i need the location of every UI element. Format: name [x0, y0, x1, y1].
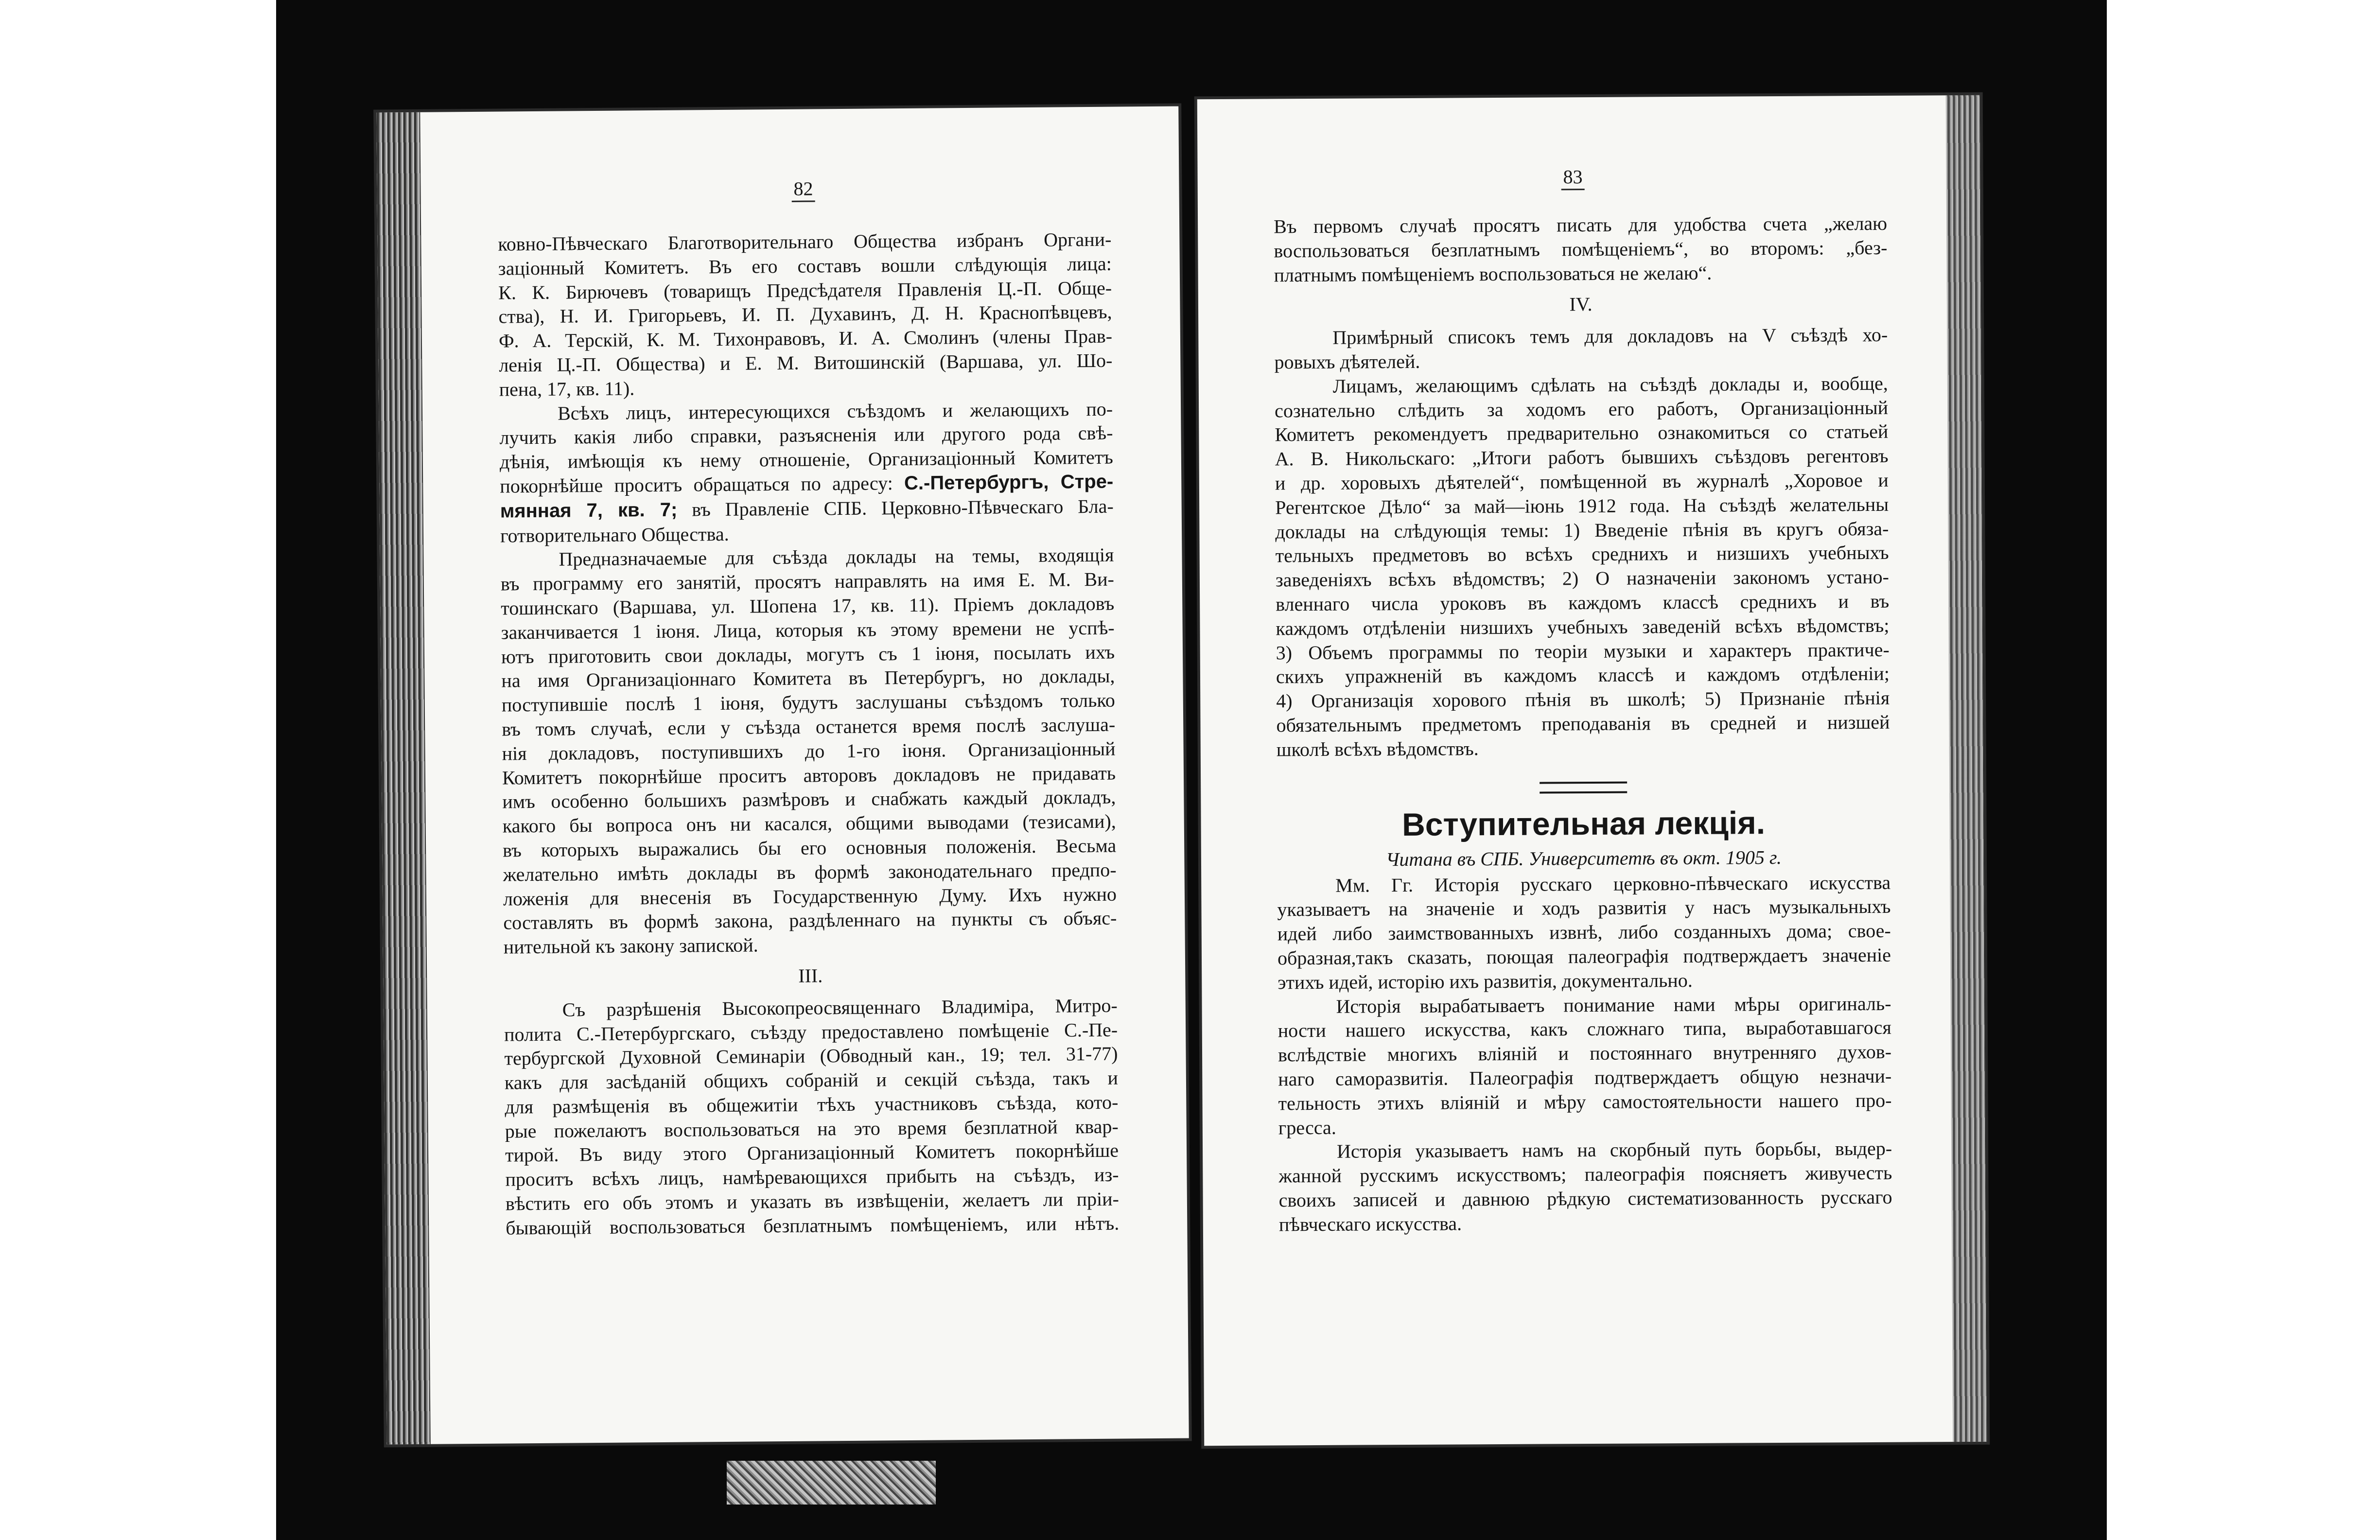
text-line	[500, 494, 1114, 524]
text-line: имъ особенно большихъ размѣровъ и снабжать каждый докладъ,	[502, 786, 1116, 813]
text-line: пѣвческаго искусства.	[1278, 1212, 1462, 1236]
text-line: составлять въ формѣ закона, раздѣленнаго на пункты съ объяс-	[503, 907, 1117, 934]
text-line: заканчивается 1 іюня. Лица, которыя къ этому времени не успѣ-	[501, 616, 1115, 644]
text-line: Примѣрный списокъ темъ для докладовъ на V съѣздѣ хо-	[1332, 323, 1888, 349]
text-line: образная,такъ сказать, поющая палеографія подтверждаетъ значеніе	[1277, 944, 1891, 969]
text-line: полита С.-Петербургскаго, съѣзду предоставлено помѣщеніе С.-Пе-	[504, 1018, 1118, 1046]
text-line: ленія Ц.-П. Общества) и Е. М. Витошинскій (Варшава, ул. Шо-	[499, 349, 1113, 376]
text-line: идей либо заимствованныхъ извнѣ, либо созданныхъ дома; свое-	[1277, 919, 1891, 945]
text-line: Лицамъ, желающимъ сдѣлать на съѣздѣ доклады и, вообще,	[1332, 372, 1888, 397]
text-line: дѣнія, имѣющія къ нему отношеніе, Организаціонный Комитетъ	[499, 446, 1114, 473]
right-page	[1197, 95, 1987, 1446]
text-line: ровыхъ дѣятелей.	[1274, 350, 1420, 373]
text-line: тельныхъ предметовъ во всѣхъ среднихъ и низшихъ учебныхъ	[1275, 542, 1889, 567]
text-line: скихъ упражненій въ каждомъ классѣ и каждомъ отдѣленіи;	[1276, 663, 1890, 688]
text-line: и др. хоровыхъ дѣятелей“, помѣщенной въ журналѣ „Хоровое и	[1275, 469, 1889, 494]
text-line: ности нашего искусства, какъ сложнаго типа, выработавшагося	[1278, 1016, 1891, 1042]
text-line: пена, 17, кв. 11).	[499, 377, 635, 401]
text-line: Предназначаемые для съѣзда доклады на темы, входящія	[559, 543, 1114, 570]
address-bold: С.-Петербургъ, Стре-	[904, 471, 1114, 494]
text-line: нительной къ закону запиской.	[503, 934, 758, 958]
text-line: этихъ идей, исторію ихъ развитія, документально.	[1278, 969, 1693, 994]
page-number: 83	[1561, 165, 1584, 190]
text-line: указываетъ на значеніе и ходъ развитія у насъ музыкальныхъ	[1277, 895, 1891, 921]
address-bold: мянная 7, кв. 7;	[500, 499, 678, 522]
text-line: сознательно слѣдить за ходомъ его работъ, Организаціонный	[1274, 396, 1889, 421]
text-line: платнымъ помѣщеніемъ воспользоваться не желаю“.	[1274, 262, 1712, 286]
text-line: Въ первомъ случаѣ просятъ писать для удобства счета „желаю	[1274, 212, 1888, 238]
left-page	[376, 106, 1189, 1445]
text-line: тошинскаго (Варшава, ул. Шопена 17, кв. 11). Пріемъ докладовъ	[501, 592, 1115, 619]
text-line: Ф. А. Терскій, К. М. Тихонравовъ, И. А. Смолинъ (члены Прав-	[498, 325, 1113, 352]
text-line: тельность этихъ вліяній и мѣру самостоятельности нашего про-	[1278, 1089, 1892, 1115]
text-line: ковно-Пѣвческаго Благотворительнаго Общества избранъ Органи-	[498, 228, 1112, 255]
text-line: какъ для засѣданій общихъ собраній и секцій съѣзда, такъ и	[504, 1067, 1119, 1094]
text-line: Съ разрѣшенія Высокопреосвященнаго Владиміра, Митро-	[562, 994, 1118, 1021]
text-line: ложенія для внесенія въ Государственную Думу. Ихъ нужно	[503, 883, 1117, 910]
text-line: ства), Н. И. Григорьевъ, И. П. Духавинъ, Д. Н. Краснопѣвцевъ,	[498, 301, 1112, 328]
text-line: вслѣдствіе многихъ вліяній и постояннаго внутренняго духов-	[1278, 1040, 1892, 1066]
text-line: А. В. Никольскаго: „Итоги работъ бывшихъ съѣздовъ регентовъ	[1275, 444, 1889, 470]
text-line: въ томъ случаѣ, если у съѣзда останется время послѣ заслуша-	[502, 713, 1116, 740]
text-line: К. К. Бирючевъ (товарищъ Предсѣдателя Правленія Ц.-П. Обще-	[498, 277, 1112, 304]
text-line: обязательнымъ предметомъ преподаванія въ средней и низшей	[1276, 711, 1890, 736]
text-line: готворительнаго Общества.	[500, 523, 729, 547]
text-line: Комитетъ рекомендуетъ предварительно ознакомиться со статьей	[1275, 420, 1889, 446]
text-line: жанной русскимъ искусствомъ; палеографія поясняетъ живучесть	[1278, 1161, 1892, 1187]
lecture-title: Вступительная лекція.	[1401, 804, 1766, 842]
text-line: для размѣщенія въ общежитіи тѣхъ участниковъ съѣзда, кото-	[505, 1091, 1119, 1118]
text-line: Регентское Дѣло“ за май—іюнь 1912 года. На съѣздѣ желательны	[1275, 493, 1889, 519]
text-line: гресса.	[1278, 1116, 1336, 1138]
text-line: рые пожелаютъ воспользоваться на это время безплатной квар-	[505, 1115, 1119, 1142]
text-line: вленнаго числа уроковъ въ каждомъ классѣ среднихъ и въ	[1276, 590, 1890, 615]
text-line: тербургской Духовной Семинаріи (Обводный кан., 19; тел. 31-77)	[504, 1042, 1118, 1069]
text-line: заведеніяхъ всѣхъ вѣдомствъ; 2) О назначеніи закономъ устано-	[1275, 565, 1890, 591]
left-text	[498, 228, 1119, 1241]
section-heading: IV.	[1569, 293, 1592, 315]
text-line: тирой. Въ виду этого Организаціонный Комитетъ покорнѣйше	[505, 1139, 1119, 1166]
text-line: доклады на слѣдующія темы: 1) Введеніе пѣнія въ кругъ обяза-	[1275, 517, 1889, 542]
text-line: каждомъ отдѣленіи низшихъ учебныхъ заведеній всѣхъ вѣдомствъ;	[1276, 614, 1890, 640]
text-line: ютъ приготовить свои доклады, могутъ съ 1 іюня, посылать ихъ	[501, 641, 1115, 668]
text-line: заціонный Комитетъ. Въ его составъ вошли слѣдующія лица:	[498, 252, 1112, 280]
page-number: 82	[791, 177, 815, 202]
text-line: наго саморазвитія. Палеографія подтверждаетъ общую незначи-	[1278, 1065, 1892, 1090]
text-line: лучить какія либо справки, разъясненія или другого рода свѣ-	[499, 422, 1113, 449]
text-line: Всѣхъ лицъ, интересующихся съѣздомъ и желающихъ по-	[557, 398, 1113, 424]
text-line: Мм. Гг. Исторія русскаго церковно-пѣвческаго искусства	[1335, 871, 1891, 896]
text-span: покорнѣйше проситъ обращаться по адресу:	[500, 472, 893, 497]
text-line: нія докладовъ, поступившихъ до 1-го іюня. Организаціонный	[502, 737, 1116, 765]
text-line: 3) Объемъ программы по теоріи музыки и характеръ практиче-	[1276, 638, 1890, 664]
text-line: воспользоваться безплатнымъ помѣщеніемъ“, во второмъ: „без-	[1274, 236, 1888, 262]
text-line: какого бы вопроса онъ ни касался, общими выводами (тезисами),	[502, 810, 1116, 837]
text-line: въ которыхъ выражались бы его основныя положенія. Весьма	[503, 834, 1117, 861]
text-line: Исторія вырабатываетъ понимание нами мѣры оригиналь-	[1336, 992, 1891, 1017]
text-line: вѣстить его объ этомъ и указать въ извѣщеніи, желаетъ ли пріи-	[505, 1188, 1120, 1215]
text-line: на имя Организаціоннаго Комитета въ Петербургъ, но доклады,	[501, 665, 1115, 692]
text-line: Комитетъ покорнѣйше проситъ авторовъ докладовъ не придавать	[502, 762, 1116, 789]
text-line: своихъ записей и давнюю рѣдкую систематизованность русскаго	[1278, 1186, 1892, 1211]
right-text	[1274, 211, 1892, 1237]
double-rule-divider	[1540, 781, 1627, 793]
text-line: поступившіе послѣ 1 іюня, будутъ заслушаны съѣздомъ только	[501, 689, 1115, 716]
text-line: Исторія указываетъ намъ на скорбный путь борьбы, выдер-	[1336, 1138, 1892, 1163]
scan-stamp-mark	[727, 1461, 936, 1505]
text-line: желательно имѣть доклады въ формѣ законодательнаго предпо-	[503, 858, 1117, 886]
text-line: бывающій воспользоваться безплатнымъ помѣщеніемъ, или нѣтъ.	[506, 1212, 1120, 1239]
text-line: въ программу его занятій, просятъ направлять на имя Е. М. Ви-	[500, 568, 1115, 595]
text-line: проситъ всѣхъ лицъ, намѣревающихся прибыть на съѣздъ, из-	[505, 1163, 1119, 1190]
lecture-subtitle: Читана въ СПБ. Университетѣ въ окт. 1905 г.	[1385, 846, 1782, 870]
text-span: въ Правленіе СПБ. Церковно-Пѣвческаго Бла-	[692, 495, 1114, 521]
text-line: школѣ всѣхъ вѣдомствъ.	[1276, 737, 1479, 761]
text-line: 4) Организація хорового пѣнія въ школѣ; 5) Признаніе пѣнія	[1276, 686, 1890, 712]
section-heading: III.	[798, 964, 823, 987]
